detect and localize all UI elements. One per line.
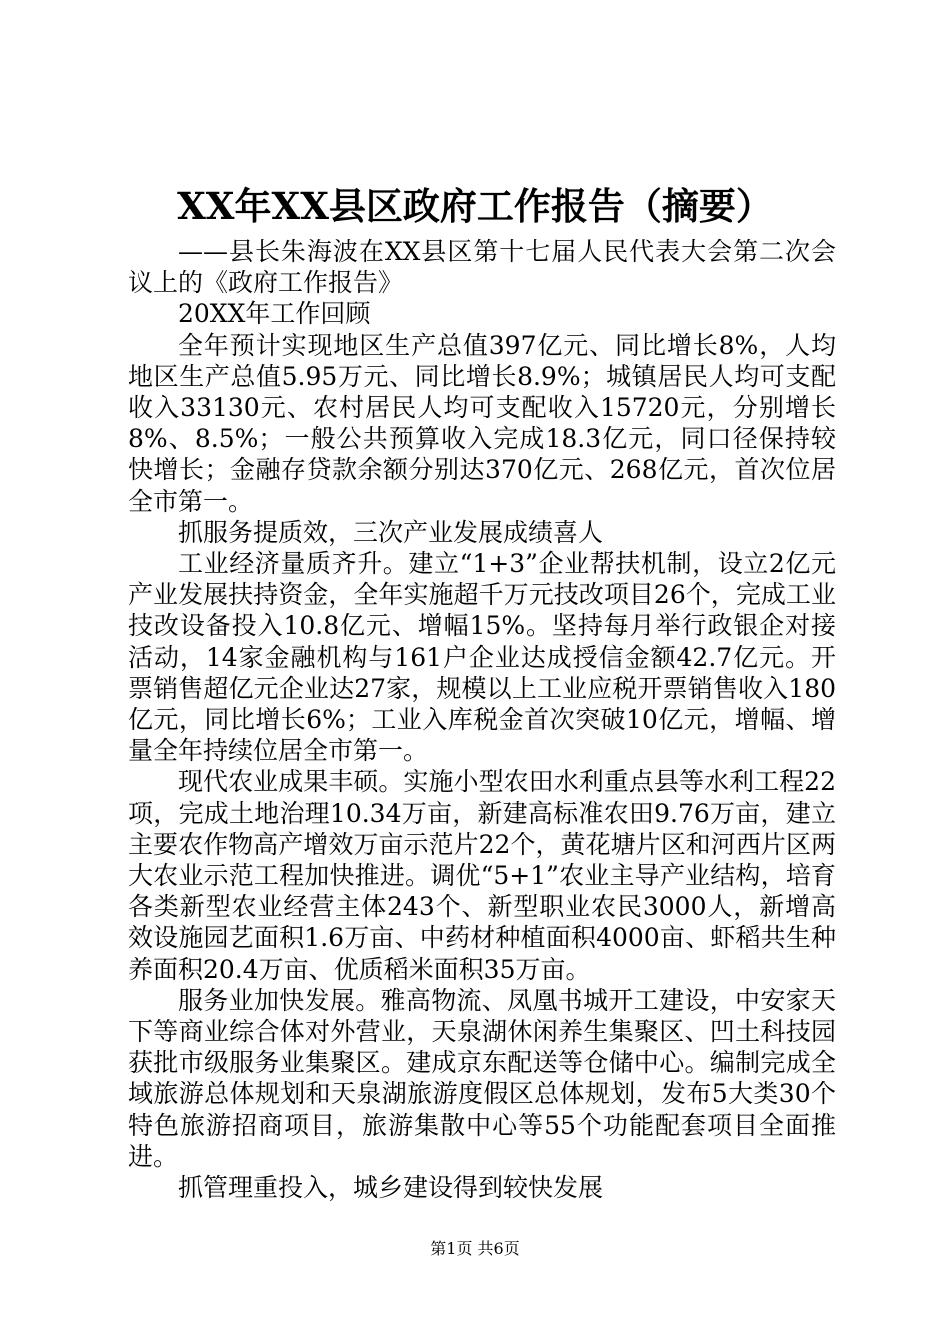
document-subtitle: ——县长朱海波在XX县区第十七届人民代表大会第二次会议上的《政府工作报告》 <box>128 237 836 298</box>
paragraph-service-industry: 服务业加快发展。雅高物流、凤凰书城开工建设，中安家天下等商业综合体对外营业，天泉湖休闲养生集聚区、凹土科技园获批市级服务业集聚区。建成京东配送等仓储中心。编制完成全域旅游总体规划和天泉湖旅游度假区总体规划，发布5大类30个特色旅游招商项目，旅游集散中心等55个功能配套项目全面推进。 <box>128 985 836 1171</box>
page-footer: 第1页 共6页 <box>430 1239 520 1258</box>
section-heading-construction: 抓管理重投入，城乡建设得到较快发展 <box>178 1173 604 1203</box>
section-heading-review: 20XX年工作回顾 <box>178 299 371 329</box>
paragraph-industrial-economy: 工业经济量质齐升。建立“1+3”企业帮扶机制，设立2亿元产业发展扶持资金，全年实施超千万元技改项目26个，完成工业技改设备投入10.8亿元、增幅15%。坚持每月举行政银企对接活动，14家金融机构与161户企业达成授信金额42.7亿元。开票销售超亿元企业达27家，规模以上工业应税开票销售收入180亿元，同比增长6%；工业入库税金首次突破10亿元，增幅、增量全年持续位居全市第一。 <box>128 549 836 766</box>
document-title: XX年XX县区政府工作报告（摘要） <box>177 184 773 228</box>
paragraph-modern-agriculture: 现代农业成果丰硕。实施小型农田水利重点县等水利工程22项，完成土地治理10.34万亩，新建高标准农田9.76万亩，建立主要农作物高产增效万亩示范片22个，黄花塘片区和河西片区两大农业示范工程加快推进。调优“5+1”农业主导产业结构，培育各类新型农业经营主体243个、新型职业农民3000人，新增高效设施园艺面积1.6万亩、中药材种植面积4000亩、虾稻共生种养面积20.4万亩、优质稻米面积35万亩。 <box>128 767 836 984</box>
paragraph-overview: 全年预计实现地区生产总值397亿元、同比增长8%，人均地区生产总值5.95万元、同比增长8.9%；城镇居民人均可支配收入33130元、农村居民人均可支配收入15720元，分别增长8%、8.5%；一般公共预算收入完成18.3亿元，同口径保持较快增长；金融存贷款余额分别达370亿元、268亿元，首次位居全市第一。 <box>128 330 836 516</box>
document-body <box>128 236 836 1203</box>
section-heading-industry: 抓服务提质效，三次产业发展成绩喜人 <box>178 517 604 547</box>
